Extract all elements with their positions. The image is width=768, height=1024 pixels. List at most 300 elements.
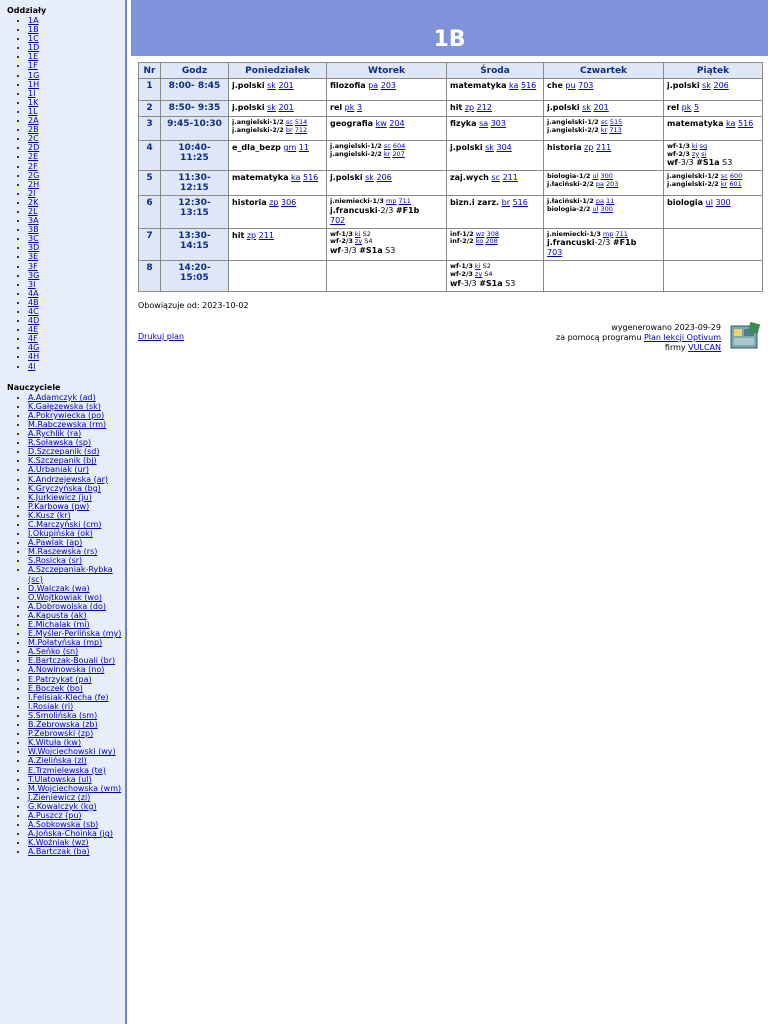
teacher-link[interactable]: A.Zielińska (zl)	[28, 756, 87, 766]
teacher-code-link[interactable]: zy	[354, 237, 363, 246]
teacher-list-item	[28, 556, 123, 565]
teacher-code-link[interactable]: zp	[464, 103, 475, 112]
room-link[interactable]: 711	[615, 229, 628, 238]
lesson-cell	[664, 79, 763, 101]
teacher-list-item	[28, 702, 123, 711]
class-link[interactable]: 2L	[28, 206, 38, 216]
teacher-link[interactable]: W.Wojciechowski (wy)	[28, 747, 116, 757]
class-link[interactable]: 4A	[28, 288, 39, 298]
teacher-code-link[interactable]: pa	[595, 179, 604, 188]
teacher-list-item	[28, 638, 123, 647]
class-link[interactable]: 3B	[28, 225, 39, 235]
room-link[interactable]: 206	[713, 81, 729, 90]
generated-info	[556, 323, 721, 353]
class-link[interactable]: 2E	[28, 152, 39, 162]
class-link[interactable]: 3F	[28, 261, 38, 271]
teacher-link[interactable]: E.Bartczak-Bouali (br)	[28, 656, 116, 666]
valid-from: Obowiązuje od: 2023-10-02	[138, 301, 249, 310]
teacher-link[interactable]: I.Rosiak (ri)	[28, 701, 74, 711]
teacher-code-link[interactable]: sc	[491, 173, 501, 183]
room-link[interactable]: 208	[485, 237, 498, 246]
teacher-code-link[interactable]: zp	[269, 198, 279, 208]
teacher-link[interactable]: A.Puszcz (pu)	[28, 810, 82, 820]
lesson-number: 1	[139, 79, 161, 101]
teacher-code-link[interactable]: zy	[691, 149, 700, 158]
teacher-link[interactable]: A.Urbaniak (ur)	[28, 465, 89, 475]
teacher-link[interactable]: G.Kowalczyk (kg)	[28, 801, 97, 811]
teacher-code-link[interactable]: ka	[509, 81, 519, 90]
subject-name: fizyka	[450, 119, 477, 128]
room-link[interactable]: 604	[392, 142, 406, 150]
teacher-link[interactable]: E.Michalak (mi)	[28, 620, 90, 629]
class-link[interactable]: 2F	[28, 161, 38, 171]
teacher-link[interactable]: A.Pokrywiecka (po)	[28, 410, 105, 420]
class-list-item	[28, 107, 125, 116]
room-link[interactable]: 711	[398, 197, 411, 206]
teacher-list-item	[28, 711, 123, 720]
lesson-entry	[667, 103, 759, 113]
teacher-code-link[interactable]: ki	[691, 142, 698, 150]
teacher-link[interactable]: E.Patrzykat (pa)	[28, 674, 92, 684]
lesson-entry	[450, 119, 540, 129]
class-link[interactable]: 1E	[28, 52, 39, 62]
subject-name: j.angielski-1/2	[547, 118, 599, 126]
lesson-cell	[327, 141, 447, 171]
lesson-entry	[330, 238, 443, 246]
class-list-item	[28, 234, 125, 243]
teacher-link[interactable]: A.Seńko (sn)	[28, 647, 79, 657]
lesson-cell	[327, 228, 447, 261]
teacher-link[interactable]: A.Rychlik (ra)	[28, 429, 82, 439]
class-link[interactable]: 4I	[28, 361, 36, 371]
teacher-code-link[interactable]: mp	[385, 197, 397, 206]
teacher-code-link[interactable]: sc	[383, 142, 391, 150]
generated-date: wygenerowano 2023-09-29	[611, 323, 721, 332]
teacher-code-link[interactable]: mp	[602, 229, 614, 238]
subject-name: wf-2/3	[450, 269, 473, 278]
lesson-cell	[664, 171, 763, 196]
teacher-link[interactable]: K.Gałęzewska (sk)	[28, 401, 101, 411]
class-link[interactable]: 1H	[28, 79, 40, 89]
room-link[interactable]: 516	[302, 173, 319, 183]
teacher-link[interactable]: P.Karbowa (pw)	[28, 501, 90, 511]
lesson-entry	[330, 119, 443, 129]
teacher-code-link[interactable]: zp	[246, 230, 257, 240]
teacher-code-link[interactable]: kw	[375, 119, 387, 128]
teacher-link[interactable]: S.Smolińska (sm)	[28, 710, 98, 720]
room-link[interactable]: 300	[600, 172, 613, 181]
subject-name: j.polski	[450, 143, 483, 152]
teacher-link[interactable]: M.Połatyńska (mp)	[28, 638, 103, 648]
class-list-item	[28, 71, 125, 80]
timetable-row	[139, 171, 763, 196]
teacher-list-item	[28, 738, 123, 747]
teacher-code-link[interactable]: sk	[582, 103, 591, 112]
room-link[interactable]: 3	[356, 103, 363, 112]
class-list-item	[28, 289, 125, 298]
lesson-entry	[330, 206, 443, 226]
class-list-item	[28, 43, 125, 52]
lesson-entry	[232, 198, 323, 208]
class-list-item	[28, 216, 125, 225]
teacher-list-item	[28, 811, 123, 820]
teacher-code-link[interactable]: ul	[592, 204, 599, 213]
class-link[interactable]: 1I	[28, 88, 36, 98]
room-link[interactable]: 211	[258, 230, 274, 240]
class-link[interactable]: 4H	[28, 352, 40, 362]
class-link[interactable]: 4B	[28, 297, 39, 307]
room-link[interactable]: 201	[278, 81, 294, 90]
timetable-body	[139, 79, 763, 292]
room-link[interactable]: 703	[547, 248, 563, 258]
teacher-code-link[interactable]: sk	[365, 173, 374, 183]
class-list-item	[28, 189, 125, 198]
teacher-list-item	[28, 547, 123, 556]
class-link[interactable]: 1L	[28, 106, 38, 116]
lesson-entry	[667, 158, 759, 168]
teacher-code-link[interactable]: ki	[474, 262, 481, 271]
teacher-link[interactable]: K.Kusz (kr)	[28, 510, 71, 520]
room-link[interactable]: 300	[715, 198, 731, 208]
class-list-item	[28, 34, 125, 43]
teacher-code-link[interactable]: sk	[267, 103, 276, 112]
room-link[interactable]: 514	[294, 118, 308, 126]
room-link[interactable]: 211	[595, 143, 612, 152]
teacher-list-item	[28, 611, 123, 620]
room-link[interactable]: 201	[278, 103, 294, 112]
lesson-number: 2	[139, 101, 161, 117]
subject-name: wf-1/3	[450, 262, 473, 271]
teacher-code-link[interactable]: sk	[485, 143, 494, 152]
class-link[interactable]: 1D	[28, 43, 40, 53]
room-link[interactable]: 516	[512, 198, 528, 208]
teacher-list-item	[28, 420, 123, 429]
room-link[interactable]: 703	[578, 81, 594, 90]
lesson-hours: 8:00- 8:45	[161, 79, 229, 101]
room-text: S4	[364, 237, 373, 246]
subject-name: wf	[330, 245, 341, 255]
class-link[interactable]: 2H	[28, 179, 40, 189]
teacher-code-link[interactable]: pu	[565, 81, 576, 90]
teacher-link[interactable]: P.Żebrowski (zp)	[28, 729, 94, 739]
group-code: #S1a	[359, 245, 383, 255]
teacher-list-item	[28, 620, 123, 629]
room-link[interactable]: 712	[294, 125, 308, 134]
teacher-link[interactable]: D.Szczepanik (sd)	[28, 447, 100, 457]
teacher-link[interactable]: A.Pawlak (ap)	[28, 538, 83, 548]
teacher-list-item	[28, 393, 123, 402]
lesson-entry	[232, 127, 323, 135]
teacher-code-link[interactable]: sc	[720, 172, 728, 181]
timetable-header-row	[139, 63, 763, 79]
teacher-list-item	[28, 775, 123, 784]
teacher-link[interactable]: E.Trzmielewska (te)	[28, 765, 106, 775]
lesson-hours: 11:30-12:15	[161, 171, 229, 196]
group-code: #F1b	[395, 205, 420, 215]
teacher-list-item	[28, 665, 123, 674]
subject-name: biologia-2/2	[547, 204, 591, 213]
class-link[interactable]: 3A	[28, 216, 39, 226]
timetable-row	[139, 196, 763, 229]
teacher-code-link[interactable]: gm	[283, 143, 297, 152]
class-list-item	[28, 298, 125, 307]
teacher-link[interactable]: A.Sobkowska (sb)	[28, 820, 99, 830]
room-link[interactable]: sg	[699, 142, 708, 150]
lesson-cell	[664, 196, 763, 229]
class-link[interactable]: 3D	[28, 243, 40, 253]
teacher-link[interactable]: O.Wojtkowiak (wo)	[28, 592, 102, 602]
lesson-entry	[450, 279, 540, 289]
lesson-entry	[547, 127, 660, 135]
lesson-cell	[327, 261, 447, 291]
teacher-code-link[interactable]: sc	[600, 118, 608, 126]
teacher-code-link[interactable]: pk	[681, 103, 692, 112]
room-link[interactable]: 206	[376, 173, 392, 183]
room-link[interactable]: 304	[496, 143, 512, 152]
class-link[interactable]: 1G	[28, 70, 40, 80]
lesson-entry	[547, 181, 660, 189]
teacher-code-link[interactable]: wz	[475, 229, 485, 238]
teacher-code-link[interactable]: ka	[726, 119, 736, 128]
teacher-link[interactable]: E.Boczek (bo)	[28, 683, 83, 693]
class-link[interactable]: 4D	[28, 316, 40, 326]
lesson-cell	[544, 196, 664, 229]
teacher-link[interactable]: J.Okupińska (ok)	[28, 529, 93, 539]
teacher-code-link[interactable]: zy	[474, 269, 483, 278]
lesson-entry	[667, 119, 759, 129]
subject-name: matematyka	[232, 173, 289, 183]
teacher-code-link[interactable]: kr	[720, 179, 728, 188]
room-link[interactable]: 516	[520, 81, 537, 90]
teacher-list-item	[28, 456, 123, 465]
room-link[interactable]: 204	[389, 119, 405, 128]
sidebar	[0, 0, 127, 1024]
teacher-link[interactable]: A.Jońska-Choinka (jg)	[28, 829, 113, 839]
room-link[interactable]: 300	[600, 204, 613, 213]
class-list-item	[28, 198, 125, 207]
teacher-code-link[interactable]: kr	[600, 125, 608, 134]
teacher-list-item	[28, 647, 123, 656]
teacher-link[interactable]: A.Dobrowolska (do)	[28, 601, 106, 611]
subject-name: j.polski	[547, 103, 580, 112]
teacher-list-item	[28, 747, 123, 756]
lesson-cell	[327, 117, 447, 141]
subject-name: j.angielski-1/2	[667, 172, 719, 181]
teacher-list-item	[28, 593, 123, 602]
subject-name: bizn.i zarz.	[450, 198, 500, 208]
class-list-item	[28, 134, 125, 143]
lesson-cell	[664, 261, 763, 291]
room-link[interactable]: 207	[392, 149, 405, 158]
subject-name: matematyka	[450, 81, 507, 90]
teacher-list-item	[28, 820, 123, 829]
group-code: #F1b	[612, 238, 637, 248]
lesson-entry	[547, 206, 660, 214]
teacher-code-link[interactable]: sk	[702, 81, 711, 90]
teacher-link[interactable]: K.Szczepanik (bj)	[28, 456, 97, 466]
room-link[interactable]: 212	[476, 103, 492, 112]
lesson-entry	[547, 103, 660, 113]
class-list-item	[28, 116, 125, 125]
room-link[interactable]: 601	[729, 179, 742, 188]
teacher-list-item	[28, 447, 123, 456]
teacher-code-link[interactable]: pa	[368, 81, 379, 90]
class-link[interactable]: 4G	[28, 343, 40, 353]
class-link[interactable]: 2G	[28, 170, 40, 180]
teacher-link[interactable]: K.Andrzejewska (ar)	[28, 474, 109, 484]
vulcan-link[interactable]: VULCAN	[688, 343, 721, 352]
room-link[interactable]: 5	[693, 103, 700, 112]
teacher-link[interactable]: M.Rabczewska (rm)	[28, 419, 107, 429]
class-list-item	[28, 262, 125, 271]
lesson-entry	[450, 198, 540, 208]
teacher-link[interactable]: E.Myśler-Perlińska (my)	[28, 629, 122, 639]
teacher-code-link[interactable]: ki	[354, 229, 361, 238]
teacher-code-link[interactable]: sa	[479, 119, 489, 128]
teacher-link[interactable]: A.Nowinowska (no)	[28, 665, 105, 675]
lesson-entry	[450, 238, 540, 246]
lesson-cell	[447, 117, 544, 141]
class-link[interactable]: 2I	[28, 188, 36, 198]
teacher-list-item	[28, 802, 123, 811]
teacher-link[interactable]: J.Zieniewicz (zi)	[28, 792, 91, 802]
class-link[interactable]: 4C	[28, 307, 39, 316]
teacher-list-item	[28, 656, 123, 665]
room-link[interactable]: si	[701, 149, 707, 158]
group-info: -3/3	[677, 158, 697, 168]
room-link[interactable]: 203	[380, 81, 397, 90]
room-link[interactable]: 308	[486, 229, 499, 238]
teacher-list-item	[28, 493, 123, 502]
teacher-code-link[interactable]: ko	[475, 237, 484, 246]
subject-name: j.polski	[232, 103, 265, 112]
class-link[interactable]: 1C	[28, 34, 39, 44]
page-header	[131, 0, 768, 56]
lesson-entry	[330, 151, 443, 159]
class-link[interactable]: 2K	[28, 197, 39, 207]
teacher-code-link[interactable]: sc	[285, 118, 293, 126]
teacher-code-link[interactable]: ul	[705, 198, 713, 208]
lesson-cell	[544, 261, 664, 291]
program-link[interactable]: Plan lekcji Optivum	[643, 333, 721, 342]
room-link[interactable]: 303	[490, 119, 506, 128]
subject-name: zaj.wych	[450, 173, 489, 183]
teacher-link[interactable]: M.Raszewska (rs)	[28, 547, 98, 557]
subject-name: j.polski	[232, 81, 265, 90]
teacher-code-link[interactable]: br	[285, 125, 293, 134]
teacher-code-link[interactable]: sk	[267, 81, 276, 90]
class-link[interactable]: 3G	[28, 270, 40, 280]
teacher-link[interactable]: A.Kapusta (ak)	[28, 610, 87, 620]
room-link[interactable]: 201	[593, 103, 609, 112]
lesson-entry	[667, 181, 759, 189]
teacher-link[interactable]: A.Adamczyk (ad)	[28, 392, 96, 402]
subject-name: j.francuski	[330, 205, 378, 215]
teacher-code-link[interactable]: ka	[291, 173, 301, 183]
room-link[interactable]: 11	[606, 197, 615, 206]
teacher-link[interactable]: A.Bartczak (ba)	[28, 847, 90, 857]
class-link[interactable]: 4E	[28, 325, 39, 335]
class-link[interactable]: 3I	[28, 279, 36, 289]
subject-name: matematyka	[667, 119, 724, 128]
class-link[interactable]: 1B	[28, 25, 39, 35]
timetable-row	[139, 261, 763, 291]
teacher-code-link[interactable]: kr	[383, 149, 391, 158]
lesson-entry	[450, 173, 540, 183]
teacher-code-link[interactable]: zp	[584, 143, 594, 152]
room-link[interactable]: 713	[609, 125, 622, 134]
teacher-link[interactable]: M.Wojciechowska (wm)	[28, 783, 122, 793]
class-list-item	[28, 171, 125, 180]
teacher-link[interactable]: K.Gryczyńska (bg)	[28, 483, 101, 493]
print-plan-link[interactable]: Drukuj plan	[138, 332, 185, 341]
class-list-item	[28, 152, 125, 161]
class-link[interactable]: 2B	[28, 125, 39, 135]
optivum-logo-icon[interactable]	[729, 322, 761, 352]
class-link[interactable]: 2A	[28, 116, 39, 126]
lesson-cell	[229, 261, 327, 291]
teacher-code-link[interactable]: ul	[592, 172, 599, 181]
room-link[interactable]: 306	[280, 198, 297, 208]
lesson-entry	[330, 246, 443, 256]
room-link[interactable]: 702	[330, 215, 346, 225]
teacher-list-item	[28, 602, 123, 611]
teacher-link[interactable]: R.Soławska (sp)	[28, 438, 92, 448]
room-link[interactable]: 600	[729, 172, 743, 181]
lesson-entry	[330, 103, 443, 113]
class-link[interactable]: 3C	[28, 234, 39, 244]
subject-name: wf-2/3	[667, 149, 690, 158]
teacher-link[interactable]: B.Żebrowska (zb)	[28, 720, 98, 730]
room-link[interactable]: 11	[298, 143, 309, 152]
class-list-item	[28, 362, 125, 371]
teacher-link[interactable]: I.Felisiak-Klecha (fe)	[28, 692, 109, 702]
teacher-code-link[interactable]: br	[501, 198, 511, 208]
timetable-row	[139, 117, 763, 141]
room-link[interactable]: 211	[502, 173, 518, 183]
class-link[interactable]: 4F	[28, 334, 38, 344]
teacher-link[interactable]: K.Wituła (kw)	[28, 738, 82, 748]
teacher-link[interactable]: D.Walczak (wa)	[28, 583, 90, 593]
teacher-link[interactable]: C.Marczyński (cm)	[28, 519, 102, 529]
teacher-link[interactable]: S.Rosicka (sr)	[28, 556, 83, 566]
class-link[interactable]: 2C	[28, 134, 39, 144]
room-link[interactable]: 516	[737, 119, 754, 128]
class-link[interactable]: 1K	[28, 97, 39, 107]
class-link[interactable]: 1A	[28, 16, 39, 25]
class-list-item	[28, 280, 125, 289]
teacher-link[interactable]: K.Woźniak (wz)	[28, 838, 89, 848]
teacher-list-item	[28, 529, 123, 538]
teacher-link[interactable]: K.Jurkiewicz (ju)	[28, 492, 92, 502]
column-header: Piątek	[664, 63, 763, 79]
class-link[interactable]: 1F	[28, 61, 38, 71]
class-link[interactable]: 2D	[28, 143, 40, 153]
company-prefix: firmy	[664, 343, 689, 352]
class-link[interactable]: 3E	[28, 252, 39, 262]
lesson-entry	[330, 173, 443, 183]
lesson-number: 8	[139, 261, 161, 291]
teacher-code-link[interactable]: pa	[595, 197, 604, 206]
teacher-list-item	[28, 520, 123, 529]
room-link[interactable]: 515	[609, 118, 623, 126]
teacher-link[interactable]: T.Ulatowska (ul)	[28, 774, 92, 784]
subject-name: e_dla_bezp	[232, 143, 281, 152]
teacher-code-link[interactable]: pk	[344, 103, 355, 112]
teacher-list-item	[28, 465, 123, 474]
room-link[interactable]: 203	[606, 179, 619, 188]
teacher-link[interactable]: A.Szczepaniak-Rybka (sc)	[28, 565, 113, 584]
